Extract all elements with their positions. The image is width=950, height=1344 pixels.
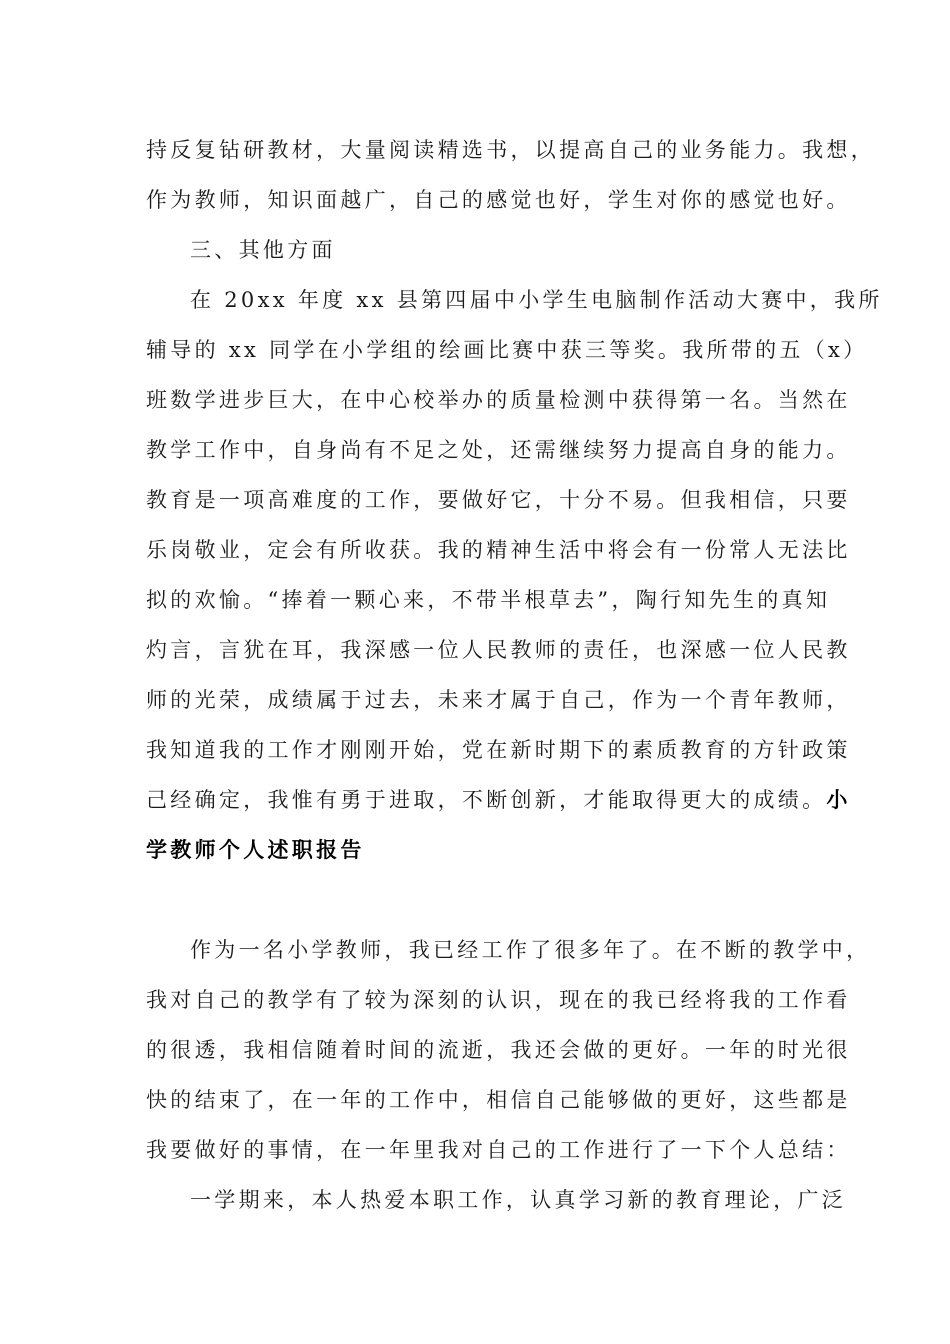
report-title: 学教师个人述职报告 [146, 837, 365, 862]
text-line: 师的光荣，成绩属于过去，未来才属于自己，作为一个青年教师， [146, 688, 851, 712]
text-line: 我要做好的事情，在一年里我对自己的工作进行了一下个人总结： [146, 1138, 851, 1162]
text-line: 教育是一项高难度的工作，要做好它，十分不易。但我相信，只要 [146, 488, 851, 512]
text-line: 我对自己的教学有了较为深刻的认识，现在的我已经将我的工作看 [146, 988, 851, 1012]
text-line: 乐岗敬业，定会有所收获。我的精神生活中将会有一份常人无法比 [146, 538, 851, 562]
text-line: 作为教师，知识面越广，自己的感觉也好，学生对你的感觉也好。 [146, 188, 851, 212]
section-heading: 三、其他方面 [190, 238, 336, 262]
text-line: 持反复钻研教材，大量阅读精选书，以提高自己的业务能力。我想， [146, 138, 875, 162]
text-line: 班数学进步巨大，在中心校举办的质量检测中获得第一名。当然在 [146, 388, 851, 412]
text-line: 快的结束了，在一年的工作中，相信自己能够做的更好，这些都是 [146, 1088, 851, 1112]
text-line: 灼言，言犹在耳，我深感一位人民教师的责任，也深感一位人民教 [146, 638, 851, 662]
text-span: 己经确定，我惟有勇于进取，不断创新，才能取得更大的成绩。 [146, 788, 827, 812]
report-title-start: 小 [826, 787, 851, 812]
text-line: 拟的欢愉。“捧着一颗心来，不带半根草去”，陶行知先生的真知 [146, 588, 831, 612]
text-line: 我知道我的工作才刚刚开始，党在新时期下的素质教育的方针政策 [146, 738, 851, 762]
text-line [146, 787, 851, 813]
text-line: 教学工作中，自身尚有不足之处，还需继续努力提高自身的能力。 [146, 438, 851, 462]
text-line: 的很透，我相信随着时间的流逝，我还会做的更好。一年的时光很 [146, 1038, 851, 1062]
text-line: 一学期来，本人热爱本职工作，认真学习新的教育理论，广泛 [190, 1188, 847, 1212]
text-line: 在 20xx 年度 xx 县第四届中小学生电脑制作活动大赛中，我所 [190, 288, 883, 312]
text-line: 作为一名小学教师，我已经工作了很多年了。在不断的教学中， [190, 938, 871, 962]
text-line: 辅导的 xx 同学在小学组的绘画比赛中获三等奖。我所带的五（x） [146, 338, 868, 362]
